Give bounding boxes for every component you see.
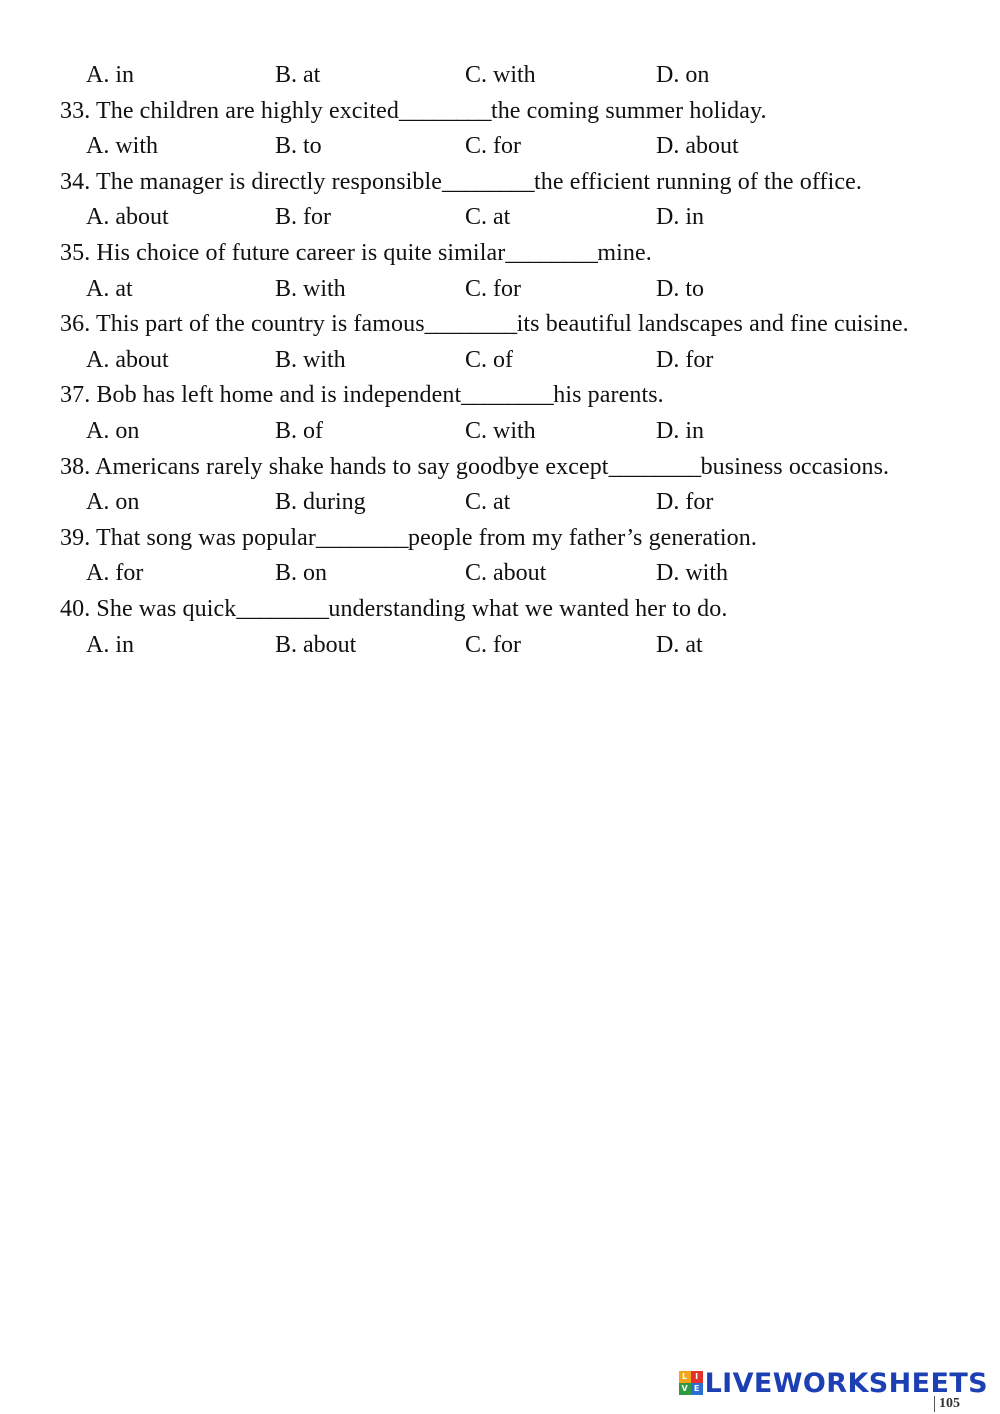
- option-b[interactable]: B. with: [275, 275, 346, 302]
- option-d[interactable]: D. to: [656, 275, 704, 302]
- option-c[interactable]: C. with: [465, 62, 536, 88]
- option-c[interactable]: C. at: [465, 204, 511, 231]
- question-35-options: [60, 272, 959, 308]
- option-b[interactable]: B. about: [275, 631, 357, 658]
- option-b[interactable]: B. to: [275, 133, 322, 160]
- answer-blank[interactable]: ________: [424, 311, 517, 338]
- logo-letter: E: [691, 1383, 703, 1395]
- question-35: [60, 236, 959, 272]
- question-37: [60, 378, 959, 414]
- question-text: 34. The manager is directly responsible: [60, 168, 443, 195]
- question-text: 39. That song was popular: [60, 524, 317, 551]
- page-number: 105: [934, 1396, 960, 1412]
- option-c[interactable]: C. about: [465, 560, 547, 587]
- option-d[interactable]: D. at: [656, 631, 703, 658]
- option-b[interactable]: B. with: [275, 346, 346, 373]
- liveworksheets-logo-icon: [679, 1371, 703, 1395]
- answer-blank[interactable]: ________: [442, 168, 535, 195]
- liveworksheets-brand[interactable]: [679, 1366, 988, 1400]
- question-34: [60, 165, 959, 201]
- brand-name: LIVEWORKSHEETS: [704, 1367, 988, 1399]
- question-text: its beautiful landscapes and fine cuisine.: [516, 311, 909, 338]
- option-d[interactable]: D. in: [656, 417, 704, 444]
- question-list: [60, 58, 959, 663]
- option-c[interactable]: C. of: [465, 346, 513, 373]
- question-38-options: [60, 485, 959, 521]
- option-b[interactable]: B. during: [275, 489, 366, 516]
- question-40: [60, 592, 959, 628]
- question-38: [60, 450, 959, 486]
- option-a[interactable]: A. about: [86, 346, 169, 373]
- option-a[interactable]: A. with: [86, 133, 158, 160]
- option-d[interactable]: D. in: [656, 204, 704, 231]
- option-c[interactable]: C. for: [465, 631, 521, 658]
- answer-blank[interactable]: ________: [236, 595, 329, 622]
- option-d[interactable]: D. for: [656, 489, 714, 516]
- question-text: 33. The children are highly excited: [60, 97, 399, 124]
- question-text: 36. This part of the country is famous: [60, 311, 425, 338]
- question-text: 40. She was quick: [60, 595, 237, 622]
- answer-blank[interactable]: ________: [398, 97, 491, 124]
- option-a[interactable]: A. on: [86, 417, 140, 444]
- answer-blank[interactable]: ________: [505, 239, 598, 266]
- option-a[interactable]: A. in: [86, 62, 134, 88]
- question-text: business occasions.: [700, 453, 890, 480]
- option-b[interactable]: B. for: [275, 204, 331, 231]
- question-text: 37. Bob has left home and is independent: [60, 382, 462, 409]
- question-33: [60, 94, 959, 130]
- logo-letter: V: [679, 1383, 691, 1395]
- option-a[interactable]: A. about: [86, 204, 169, 231]
- logo-letter: I: [691, 1371, 703, 1383]
- question-40-options: [60, 628, 959, 664]
- logo-letter: L: [679, 1371, 691, 1383]
- question-34-options: [60, 200, 959, 236]
- option-c[interactable]: C. for: [465, 133, 521, 160]
- question-33-options: [60, 129, 959, 165]
- question-36-options: [60, 343, 959, 379]
- option-d[interactable]: D. on: [656, 62, 710, 88]
- question-39: [60, 521, 959, 557]
- option-d[interactable]: D. for: [656, 346, 714, 373]
- question-text: 38. Americans rarely shake hands to say goodbye except: [60, 453, 609, 480]
- question-text: his parents.: [553, 382, 664, 409]
- answer-blank[interactable]: ________: [316, 524, 409, 551]
- answer-blank[interactable]: ________: [461, 382, 554, 409]
- option-a[interactable]: A. in: [86, 631, 134, 658]
- option-b[interactable]: B. of: [275, 417, 323, 444]
- question-36: [60, 307, 959, 343]
- option-c[interactable]: C. with: [465, 417, 536, 444]
- question-text: the efficient running of the office.: [534, 168, 862, 195]
- question-text: the coming summer holiday.: [490, 97, 767, 124]
- option-a[interactable]: A. for: [86, 560, 144, 587]
- option-c[interactable]: C. at: [465, 489, 511, 516]
- question-text: people from my father’s generation.: [408, 524, 757, 551]
- option-d[interactable]: D. about: [656, 133, 739, 160]
- question-text: 35. His choice of future career is quite similar: [60, 239, 506, 266]
- question-text: understanding what we wanted her to do.: [328, 595, 728, 622]
- option-a[interactable]: A. on: [86, 489, 140, 516]
- question-32-options: [60, 58, 959, 94]
- question-37-options: [60, 414, 959, 450]
- option-a[interactable]: A. at: [86, 275, 133, 302]
- option-d[interactable]: D. with: [656, 560, 728, 587]
- option-b[interactable]: B. at: [275, 62, 321, 88]
- option-c[interactable]: C. for: [465, 275, 521, 302]
- question-text: mine.: [597, 239, 652, 266]
- question-39-options: [60, 556, 959, 592]
- option-b[interactable]: B. on: [275, 560, 328, 587]
- answer-blank[interactable]: ________: [608, 453, 701, 480]
